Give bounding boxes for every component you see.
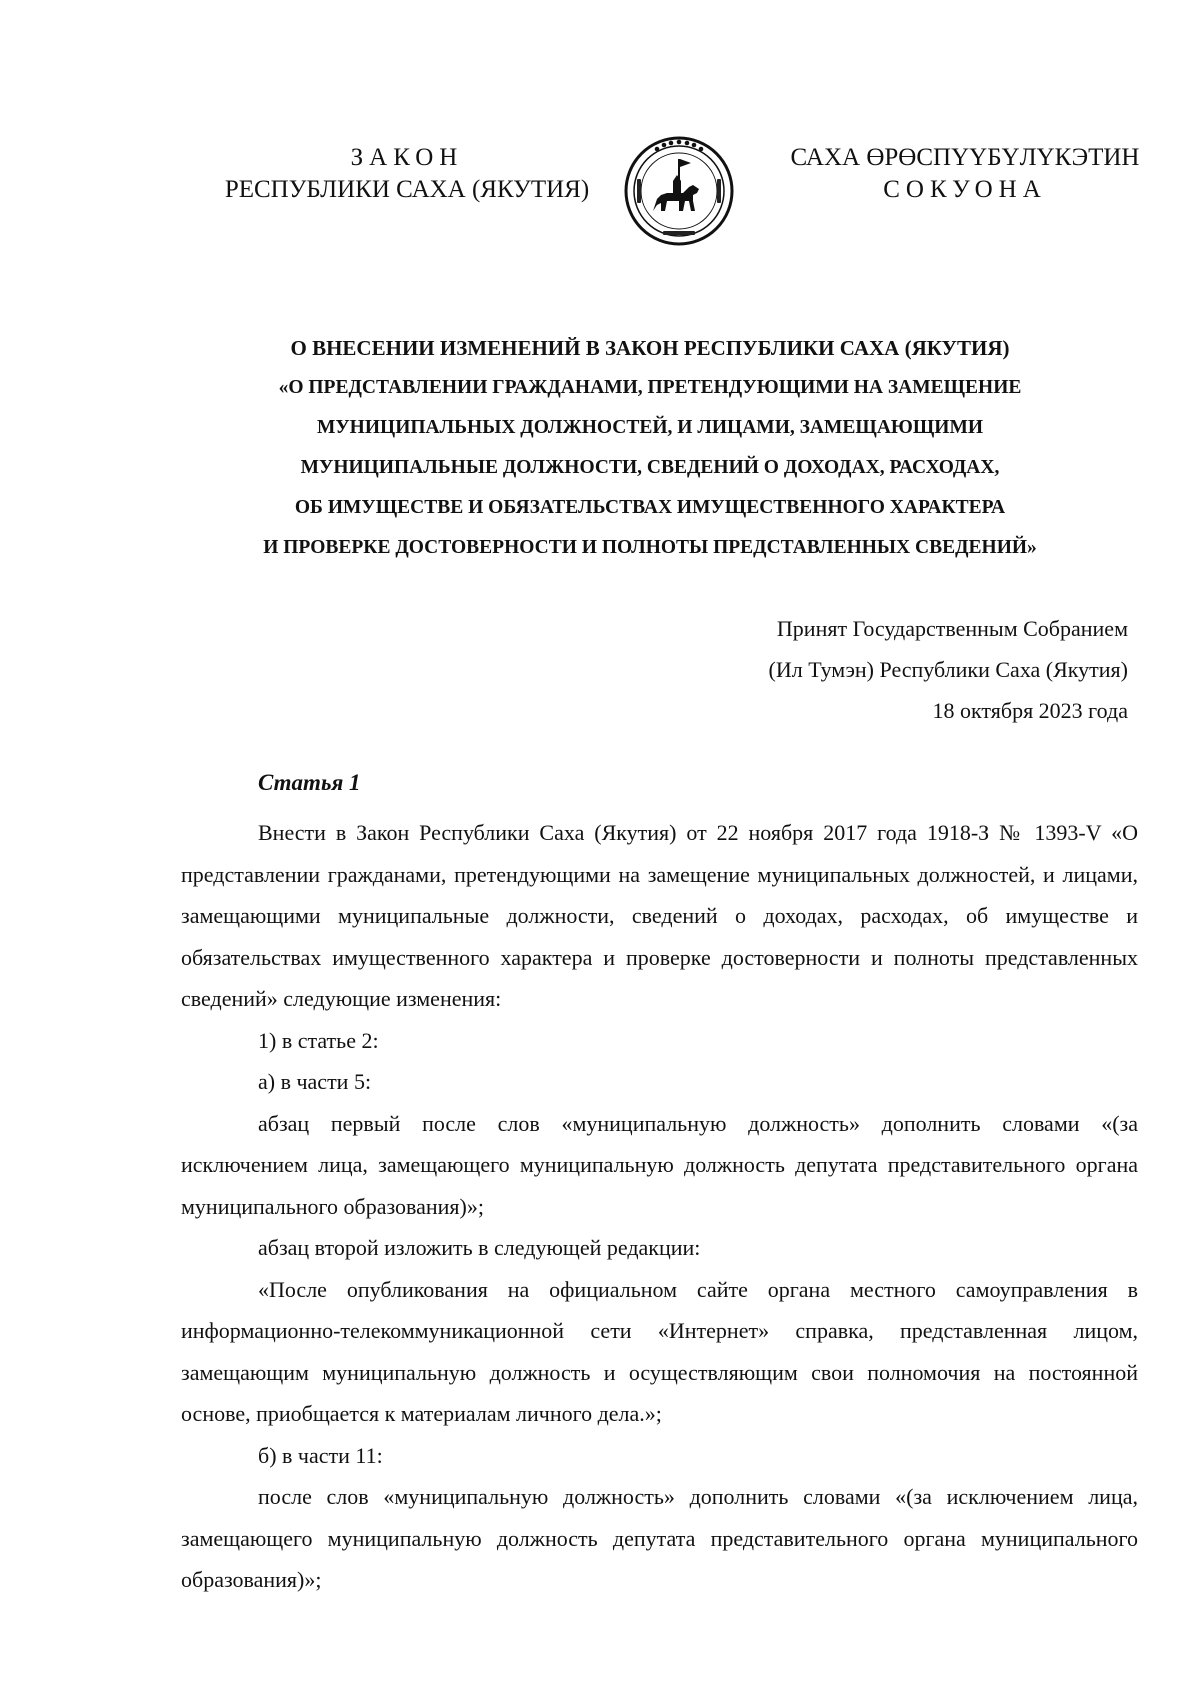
article-paragraph: абзац второй изложить в следующей редакции: xyxy=(258,1235,701,1260)
article-paragraph: а) в части 5: xyxy=(258,1069,372,1094)
article-paragraph: Внести в Закон Республики Саха (Якутия) от 22 ноября 2017 года 1918-З № 1393-V «О представлении гражданами, претендующими на замещение муниципальных должностей, и лицами, замещающими муниципальные должности, сведений о доходах, расходах, об имуществе и обязательствах имущественного характера и проверке достоверности и полноты представленных сведений» следующие изменения: xyxy=(181,820,1138,1011)
adoption-note xyxy=(568,608,1128,731)
article-paragraph: «После опубликования на официальном сайте органа местного самоуправления в информационно-телекоммуникационной сети «Интернет» справка, представленная лицом, замещающим муниципальную должность и осуществляющим свои полномочия на постоянной основе, приобщается к материалам личного дела.»; xyxy=(181,1276,1138,1426)
adoption-line: (Ил Тумэн) Республики Саха (Якутия) xyxy=(768,657,1128,682)
article-paragraph: после слов «муниципальную должность» дополнить словами «(за исключением лица, замещающего муниципальную должность депутата представительного органа муниципального образования)»; xyxy=(181,1484,1138,1592)
header-republic-name-sakha: САХА ӨРӨСПҮҮБҮЛҮКЭТИН xyxy=(790,144,1140,171)
article-body xyxy=(181,812,1138,1601)
title-line: МУНИЦИПАЛЬНЫЕ ДОЛЖНОСТИ, СВЕДЕНИЙ О ДОХОДАХ, РАСХОДАХ, xyxy=(300,457,1000,478)
header-law-word: ЗАКОН xyxy=(350,144,464,171)
title-line: ОБ ИМУЩЕСТВЕ И ОБЯЗАТЕЛЬСТВАХ ИМУЩЕСТВЕННОГО ХАРАКТЕРА xyxy=(294,497,1006,518)
document-title xyxy=(240,328,1060,568)
header-law-word-sakha: СОКУОНА xyxy=(883,176,1047,203)
article-title: Статья 1 xyxy=(258,770,361,795)
title-line: О ВНЕСЕНИИ ИЗМЕНЕНИЙ В ЗАКОН РЕСПУБЛИКИ САХА (ЯКУТИЯ) xyxy=(290,336,1010,360)
title-line: «О ПРЕДСТАВЛЕНИИ ГРАЖДАНАМИ, ПРЕТЕНДУЮЩИМИ НА ЗАМЕЩЕНИЕ xyxy=(278,377,1022,398)
header-right xyxy=(775,142,1155,206)
header-republic-name: РЕСПУБЛИКИ САХА (ЯКУТИЯ) xyxy=(224,176,590,203)
article-paragraph: 1) в статье 2: xyxy=(258,1027,379,1053)
title-line: И ПРОВЕРКЕ ДОСТОВЕРНОСТИ И ПОЛНОТЫ ПРЕДСТАВЛЕННЫХ СВЕДЕНИЙ» xyxy=(263,537,1037,558)
adoption-line: Принят Государственным Собранием xyxy=(776,616,1128,641)
title-line: МУНИЦИПАЛЬНЫХ ДОЛЖНОСТЕЙ, И ЛИЦАМИ, ЗАМЕЩАЮЩИМИ xyxy=(316,417,984,438)
header-left xyxy=(222,142,592,206)
coat-of-arms-emblem xyxy=(623,135,735,247)
article-paragraph: б) в части 11: xyxy=(258,1442,383,1468)
adoption-date: 18 октября 2023 года xyxy=(932,698,1128,723)
article-paragraph: абзац первый после слов «муниципальную должность» дополнить словами «(за исключением лица, замещающего муниципальную должность депутата представительного органа муниципального образования)»; xyxy=(181,1110,1138,1219)
